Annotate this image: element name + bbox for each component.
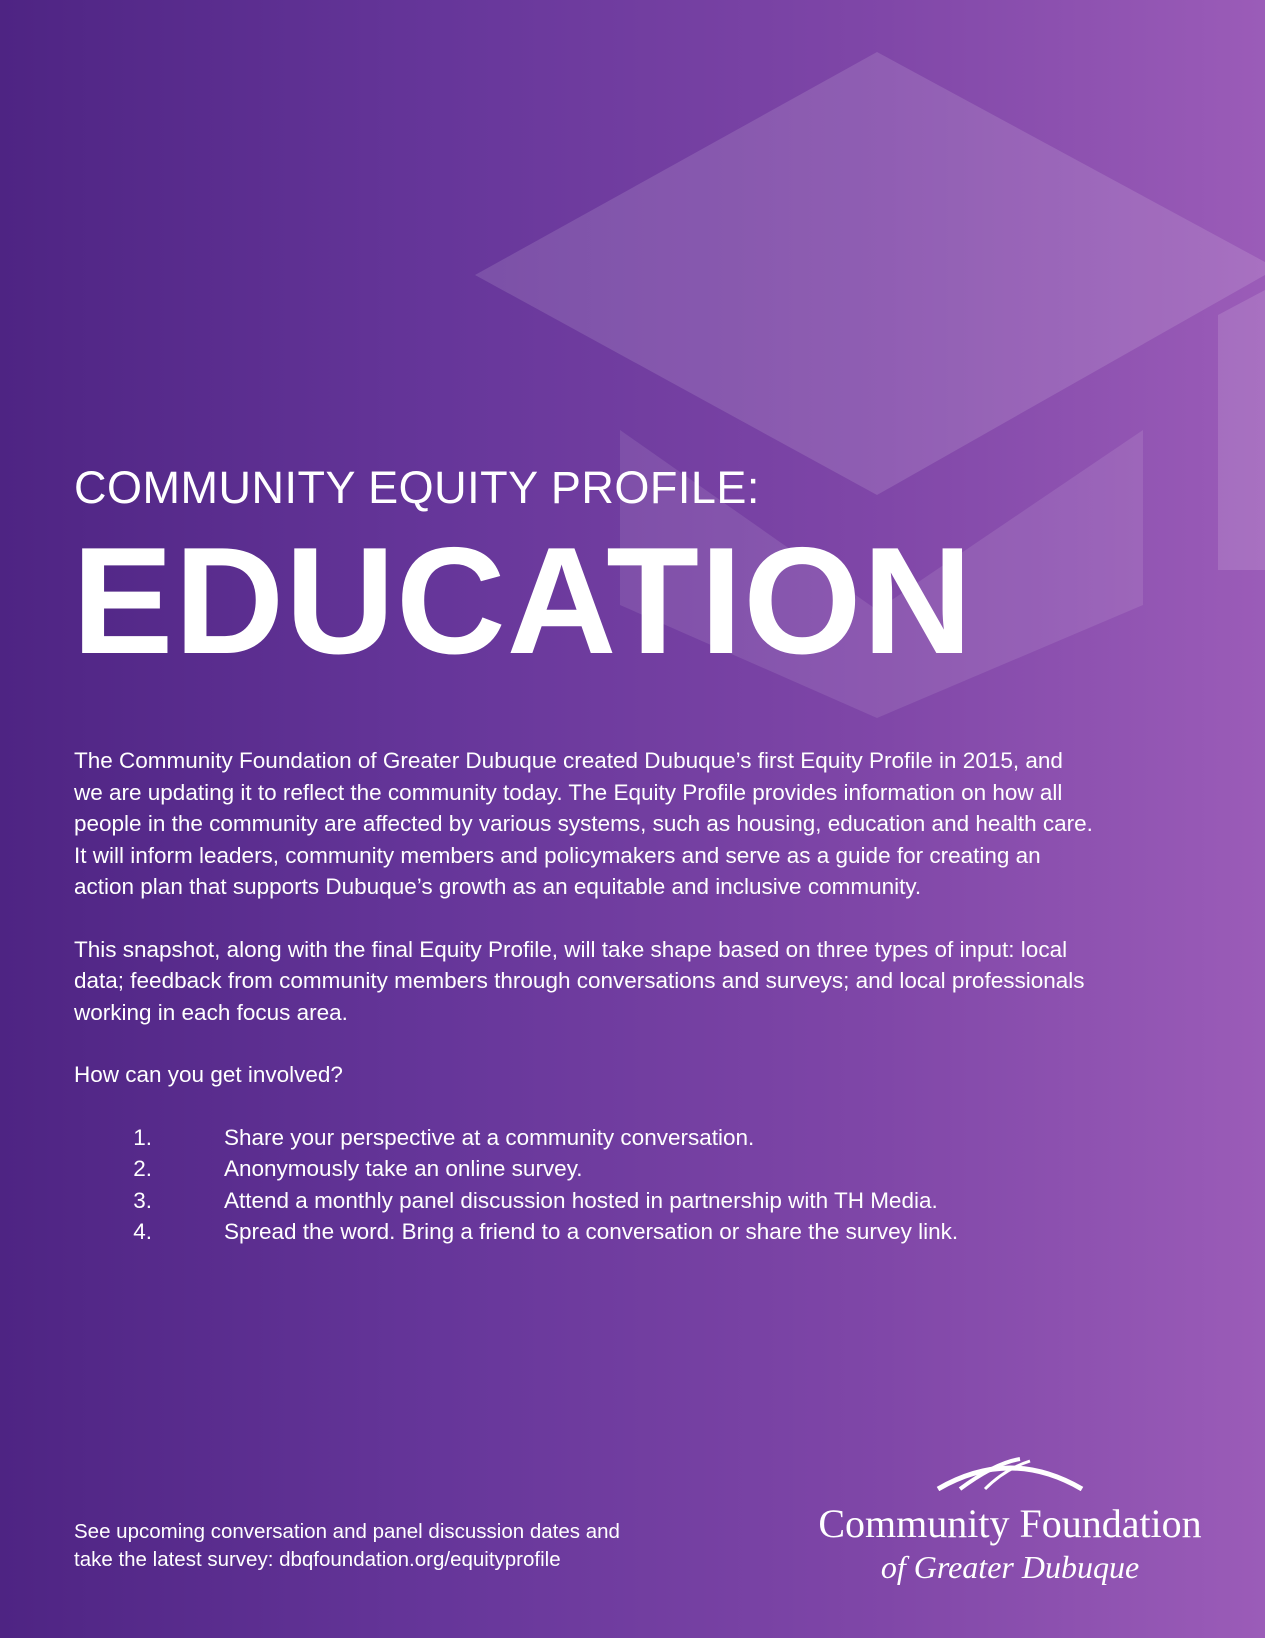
step-number: 2. (133, 1156, 152, 1181)
intro-paragraph: The Community Foundation of Greater Dubuque created Dubuque’s first Equity Profile in 2015, and we are updating it to reflect the community today. The Equity Profile provides information on how all people in the community are affected by various systems, such as housing, education and health care. It will inform leaders, community members and policymakers and serve as a guide for creating an action plan that supports Dubuque’s growth as an equitable and inclusive community. (74, 748, 1093, 899)
steps-list (74, 1122, 1094, 1248)
page-kicker: COMMUNITY EQUITY PROFILE: (74, 462, 760, 513)
list-item (74, 1153, 1094, 1185)
footer-line: See upcoming conversation and panel discussion dates and (74, 1520, 620, 1543)
logo-name: Community Foundation (818, 1501, 1202, 1546)
step-text: Spread the word. Bring a friend to a conversation or share the survey link. (224, 1219, 959, 1244)
list-item (74, 1216, 1094, 1248)
list-item (74, 1185, 1094, 1217)
step-number: 4. (133, 1219, 152, 1244)
footer-note (74, 1518, 714, 1574)
involvement-question: How can you get involved? (74, 1062, 343, 1087)
step-text: Attend a monthly panel discussion hosted in partnership with TH Media. (224, 1187, 938, 1213)
body-content (74, 745, 1094, 1248)
foundation-logo (800, 1455, 1220, 1586)
step-text: Share your perspective at a community conversation. (224, 1124, 755, 1150)
footer-link-line[interactable]: take the latest survey: dbqfoundation.org/equityprofile (74, 1548, 561, 1571)
step-number: 3. (133, 1187, 152, 1213)
bridge-arch-icon (930, 1455, 1090, 1491)
snapshot-paragraph: This snapshot, along with the final Equity Profile, will take shape based on three types of input: local data; feedback from community members through conversations and surveys; and local professionals working in each focus area. (74, 936, 1085, 1025)
list-item (74, 1122, 1094, 1154)
step-text: Anonymously take an online survey. (224, 1156, 583, 1181)
page-title: EDUCATION (72, 516, 974, 686)
logo-subtitle: of Greater Dubuque (880, 1549, 1140, 1585)
step-number: 1. (133, 1124, 152, 1150)
